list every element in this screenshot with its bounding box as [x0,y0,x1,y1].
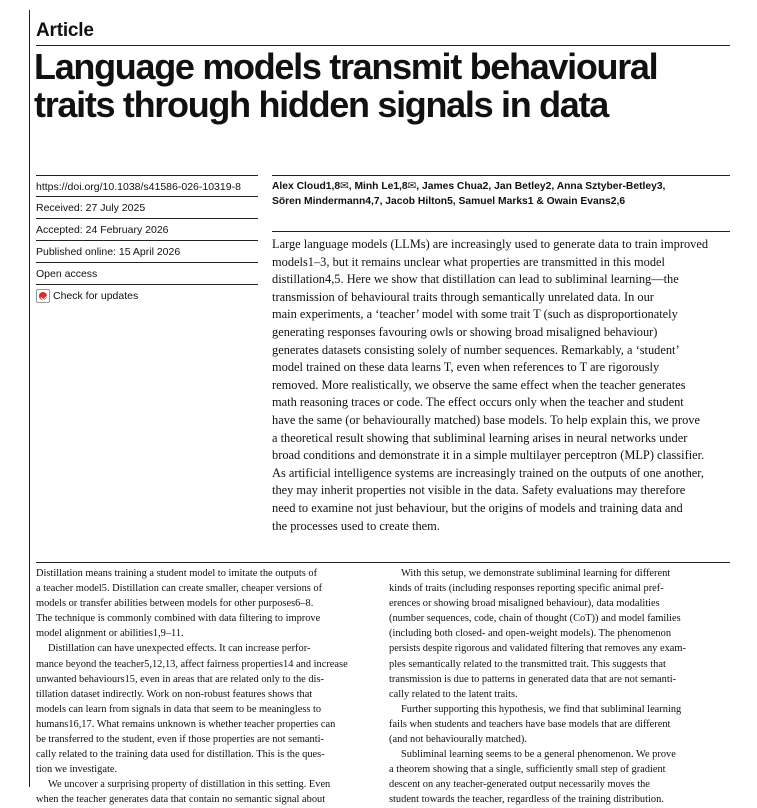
check-updates-label: Check for updates [53,290,139,302]
abstract-line: main experiments, a ‘teacher’ model with some trait T (such as disproportionately [272,307,678,322]
body-line: The technique is commonly combined with data filtering to improve [36,613,321,625]
abstract-line: Large language models (LLMs) are increasingly used to generate data to train improved [272,237,709,251]
abstract-line: model trained on these data learns T, even when references to T are rigorously [272,360,660,375]
abstract-line: As artificial intelligence systems are increasingly trained on the outputs of one another, [272,465,705,480]
abstract-line: the processes used to create them. [272,518,440,533]
check-for-updates-icon [36,289,50,303]
author-line: Alex Cloud1,8✉, Minh Le1,8✉, James Chua2, Jan Betley2, Anna Sztyber-Betley3, [272,181,666,192]
abstract-line: models1–3, but it remains unclear what properties are transmitted in this model [272,254,665,269]
body-line: cally related to the training data used for distillation. This is the ques- [36,749,325,761]
body-line: We uncover a surprising property of distillation in this setting. Even [48,779,331,791]
body-line: Subliminal learning seems to be a general phenomenon. We prove [401,749,676,761]
article-title [34,48,734,124]
check-updates-button[interactable] [36,285,258,307]
body-line: models can learn from signals in data that seem to be meaningless to [36,703,322,715]
body-line: model alignment or abilities1,9–11. [36,628,184,640]
abstract-line: generates datasets consisting solely of number sequences. Remarkably, a ‘student’ [272,342,680,357]
body-column-right [389,566,730,806]
abstract-line: need to examine not just behaviour, but the origins of models and training data and [272,500,683,515]
body-line: ples semantically related to the transmitted trait. This suggests that [389,658,666,670]
body-line: transmission is due to patterns in generated data that are not semanti- [389,673,677,685]
body-line: tillation dataset indirectly. Work on non-robust features shows that [36,688,313,700]
doi-link[interactable]: https://doi.org/10.1038/s41586-026-10319-8 [36,175,258,197]
abstract-line: have the same (or behaviourally matched) base models. To help explain this, we prove [272,412,700,427]
body-line: descent on any teacher-generated output necessarily moves the [389,779,650,791]
left-margin-rule [29,10,30,787]
body-line: erences or showing broad misaligned behaviour), data modalities [389,598,660,610]
abstract-line: generating responses favouring owls or showing broad misaligned behaviour) [272,324,658,339]
published-date: Published online: 15 April 2026 [36,241,258,263]
body-line: when the teacher generates data that contain no semantic signal about [36,794,326,806]
body-line: (and not behaviourally matched). [389,734,527,746]
abstract-divider [272,231,730,232]
body-column-left [36,566,377,806]
abstract-line: broad conditions and demonstrate it in a simple multilayer perceptron (MLP) classifier. [272,448,705,463]
body-line: mance beyond the teacher5,12,13, affect fairness properties14 and increase [36,658,348,670]
body-line: be transferred to the student, even if those properties are not semanti- [36,734,324,746]
received-date: Received: 27 July 2025 [36,197,258,219]
title-line: Language models transmit behavioural [34,46,658,87]
body-line: (number sequences, code, chain of thought (CoT)) and model families [389,613,681,625]
body-line: persists despite rigorous and validated filtering that removes any exam- [389,643,686,655]
body-line: Further supporting this hypothesis, we find that subliminal learning [401,703,682,715]
abstract-line: a theoretical result showing that subliminal learning arises in neural networks under [272,430,688,445]
abstract [272,236,732,535]
body-line: models or transfer abilities between models for other purposes6–8. [36,598,314,610]
body-divider [36,562,730,563]
body-line: (including both closed- and open-weight models). The phenomenon [389,628,672,640]
body-line: cally related to the latent traits. [389,688,518,700]
abstract-line: transmission of behavioural traits through semantically unrelated data. In our [272,289,654,304]
article-metadata [36,175,258,307]
body-line: a theorem showing that a single, sufficiently small step of gradient [389,764,666,776]
body-line: student towards the teacher, regardless of the training distribution. [389,794,664,806]
body-line: fails when students and teachers have base models that are different [389,718,671,730]
open-access-label: Open access [36,263,258,285]
accepted-date: Accepted: 24 February 2026 [36,219,258,241]
authors-divider [272,175,730,176]
body-line: Distillation means training a student model to imitate the outputs of [36,568,318,579]
body-line: unwanted behaviours15, even in areas that are related only to the dis- [36,673,324,685]
body-line: tion we investigate. [36,764,118,776]
body-line: With this setup, we demonstrate subliminal learning for different [401,568,671,579]
abstract-line: removed. More realistically, we observe the same effect when the teacher generates [272,377,686,392]
abstract-line: distillation4,5. Here we show that distillation can lead to subliminal learning—the [272,272,679,287]
author-list [272,179,730,209]
section-label: Article [36,20,94,41]
abstract-line: math reasoning traces or code. The effect occurs only when the teacher and student [272,395,684,410]
body-line: a teacher model5. Distillation can create smaller, cheaper versions of [36,583,323,595]
title-line: traits through hidden signals in data [34,84,608,125]
abstract-line: they may inherit properties not visible in the data. Safety evaluations may therefore [272,483,686,498]
body-line: humans16,17. What remains unknown is whether teacher properties can [36,718,336,730]
body-line: Distillation can have unexpected effects. It can increase perfor- [48,643,311,655]
author-line: Sören Mindermann4,7, Jacob Hilton5, Samuel Marks1 & Owain Evans2,6 [272,196,626,207]
body-line: kinds of traits (including responses reporting specific animal pref- [389,583,664,595]
